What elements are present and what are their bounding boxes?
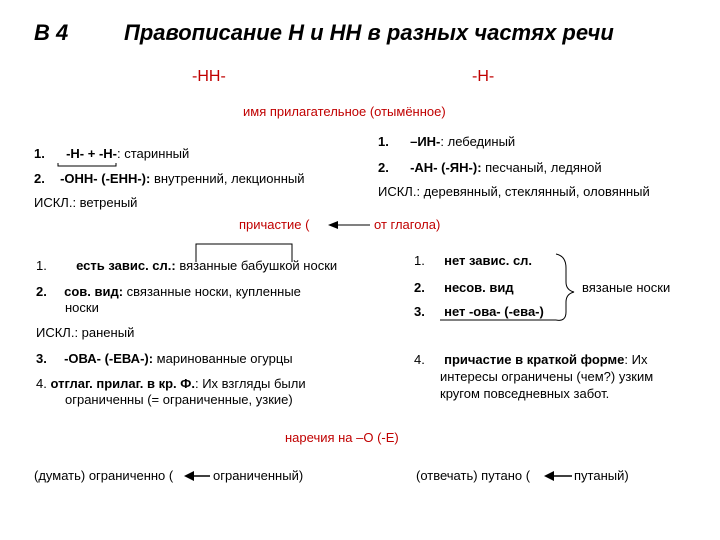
item-number: 4. [414,352,425,367]
participle-heading-right: от глагола) [374,217,441,232]
participle-arrow-head [328,221,338,229]
brace-example: вязаные носки [582,280,671,295]
no-dependent-label: нет завис. сл. [444,253,533,268]
example: лебединый [444,134,516,149]
colon: : [117,146,121,161]
verbal-adj-label: отглаг. прилаг. в кр. Ф. [50,376,195,391]
item-number: 2. [36,284,47,299]
item-number: 4. [36,376,47,391]
adverb-left-b: ограниченный) [213,468,304,483]
example: связанные носки, купленные [123,284,301,299]
adj-suffix-n-plus-n: -Н- + -Н- [66,146,118,161]
part-left-exception: ИСКЛ.: раненый [36,325,135,340]
item-number: 2. [414,280,425,295]
adj-suffix-an: -АН- (-ЯН-): [410,160,482,175]
adverb-heading: наречия на –О (-Е) [285,430,399,445]
colon: : [440,134,445,149]
short-participle-label: причастие в краткой форме [444,352,625,367]
example: вязанные бабушкой носки [175,258,338,273]
adverb-left-arrow-head [184,471,194,481]
adverb-right-b: путаный) [574,468,629,483]
item-number: 3. [36,351,47,366]
adverb-right-a: (отвечать) путано ( [416,468,531,483]
item-number: 2. [34,171,45,186]
item-number: 1. [34,146,45,161]
part-left-item2-cont: носки [65,300,99,315]
item-number: 1. [414,253,425,268]
imperfective-label: несов. вид [444,280,514,295]
item-number: 3. [414,304,425,319]
column-label-n: -Н- [472,68,495,85]
adjective-heading: имя прилагательное (отымённое) [243,104,446,119]
section-code: В 4 [34,20,69,45]
dependent-words-label: есть завис. сл.: [76,258,176,273]
adj-suffix-in: –ИН- [410,134,441,149]
item-number: 2. [378,160,389,175]
group-brace [556,254,574,320]
perfective-label: сов. вид: [64,284,124,299]
column-label-nn: -НН- [192,68,226,85]
item-number: 1. [36,258,47,273]
example: маринованные огурцы [153,351,293,366]
ova-suffix-label: -ОВА- (-ЕВА-): [64,351,154,366]
part-right-item4-line3: кругом повседневных забот. [440,386,610,401]
example: песчаный, ледяной [481,160,602,175]
example: : Их взгляды были [194,376,306,391]
example: внутренний, лекционный [150,171,305,186]
adverb-right-arrow-head [544,471,554,481]
adj-right-exception: ИСКЛ.: деревянный, стеклянный, оловянный [378,184,650,199]
no-ova-label: нет -ова- (-ева-) [444,304,544,319]
adj-suffix-onn: -ОНН- (-ЕНН-): [60,171,151,186]
example: старинный [120,146,190,161]
example: : Их [624,352,648,367]
participle-left-connector [196,244,292,262]
adverb-left-a: (думать) ограниченно ( [34,468,174,483]
participle-heading-left: причастие ( [239,217,310,232]
part-left-item4-cont: ограниченны (= ограниченные, узкие) [65,392,293,407]
item-number: 1. [378,134,389,149]
suffix-bracket [58,163,116,166]
page-title: Правописание Н и НН в разных частях речи [124,20,614,45]
part-right-item4-line2: интересы ограничены (чем?) узким [440,369,654,384]
adj-left-exception: ИСКЛ.: ветреный [34,195,138,210]
